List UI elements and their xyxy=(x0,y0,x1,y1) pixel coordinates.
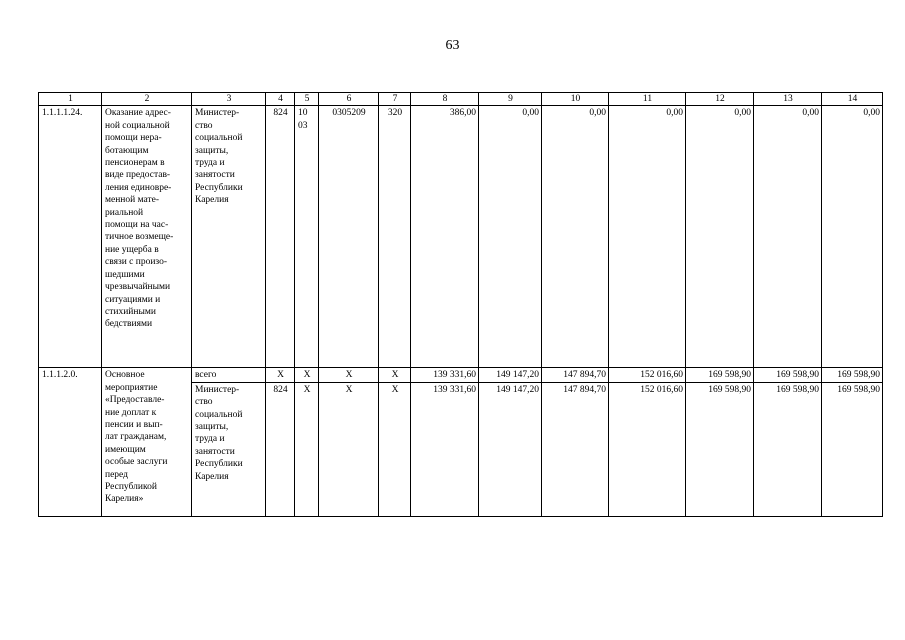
value-cell: 169 598,90 xyxy=(754,368,822,382)
column-number: 12 xyxy=(686,93,754,106)
value-cell: 149 147,20 xyxy=(479,368,542,382)
measure-name: Оказание адрес- ной социальной помощи нера- ботающим пенсионерам в виде предостав- ления единовре- менной мате- риальной помощи на час- тичное возмеще- ние ущерба в связи с произо- шедшими чрезвычайными ситуациями и стихийными бедствиями xyxy=(102,106,192,368)
column-number: 6 xyxy=(319,93,379,106)
value-cell: 169 598,90 xyxy=(686,368,754,382)
executor: Министер- ство социальной защиты, труда и занятости Республики Карелия xyxy=(192,106,266,368)
value-cell: 169 598,90 xyxy=(822,368,883,382)
value-cell: 0,00 xyxy=(479,106,542,368)
vr-cell: 320 xyxy=(379,106,411,368)
column-number: 4 xyxy=(266,93,295,106)
value-cell: 169 598,90 xyxy=(754,382,822,516)
value-cell: 0,00 xyxy=(754,106,822,368)
vr-cell: Х xyxy=(379,368,411,382)
rzpr-cell: Х xyxy=(295,368,319,382)
column-number: 14 xyxy=(822,93,883,106)
column-number: 9 xyxy=(479,93,542,106)
rzpr-cell: Х xyxy=(295,382,319,516)
column-number: 8 xyxy=(411,93,479,106)
budget-table xyxy=(38,92,883,517)
table-row xyxy=(39,106,883,368)
column-number: 13 xyxy=(754,93,822,106)
grbs-cell: 824 xyxy=(266,382,295,516)
value-cell: 152 016,60 xyxy=(609,368,686,382)
column-number: 3 xyxy=(192,93,266,106)
column-number: 10 xyxy=(542,93,609,106)
value-cell: 149 147,20 xyxy=(479,382,542,516)
rzpr-cell: 10 03 xyxy=(295,106,319,368)
value-cell: 169 598,90 xyxy=(686,382,754,516)
measure-name: Основное мероприятие «Предоставле- ние доплат к пенсии и вып- лат гражданам, имеющим особые заслуги перед Республикой Карелия» xyxy=(102,368,192,516)
value-cell: 386,00 xyxy=(411,106,479,368)
page-number: 63 xyxy=(445,38,460,53)
value-cell: 0,00 xyxy=(686,106,754,368)
value-cell: 139 331,60 xyxy=(411,368,479,382)
row-code: 1.1.1.2.0. xyxy=(39,368,102,516)
grbs-cell: 824 xyxy=(266,106,295,368)
csr-cell: Х xyxy=(319,382,379,516)
executor: Министер- ство социальной защиты, труда и занятости Республики Карелия xyxy=(192,382,266,516)
column-number-row xyxy=(39,93,883,106)
column-number: 1 xyxy=(39,93,102,106)
value-cell: 0,00 xyxy=(542,106,609,368)
value-cell: 139 331,60 xyxy=(411,382,479,516)
value-cell: 152 016,60 xyxy=(609,382,686,516)
vr-cell: Х xyxy=(379,382,411,516)
grbs-cell: Х xyxy=(266,368,295,382)
column-number: 7 xyxy=(379,93,411,106)
value-cell: 0,00 xyxy=(609,106,686,368)
csr-cell: 0305209 xyxy=(319,106,379,368)
table-row xyxy=(39,368,883,382)
column-number: 11 xyxy=(609,93,686,106)
value-cell: 0,00 xyxy=(822,106,883,368)
value-cell: 169 598,90 xyxy=(822,382,883,516)
executor: всего xyxy=(192,368,266,382)
value-cell: 147 894,70 xyxy=(542,368,609,382)
csr-cell: Х xyxy=(319,368,379,382)
column-number: 2 xyxy=(102,93,192,106)
value-cell: 147 894,70 xyxy=(542,382,609,516)
row-code: 1.1.1.1.24. xyxy=(39,106,102,368)
column-number: 5 xyxy=(295,93,319,106)
